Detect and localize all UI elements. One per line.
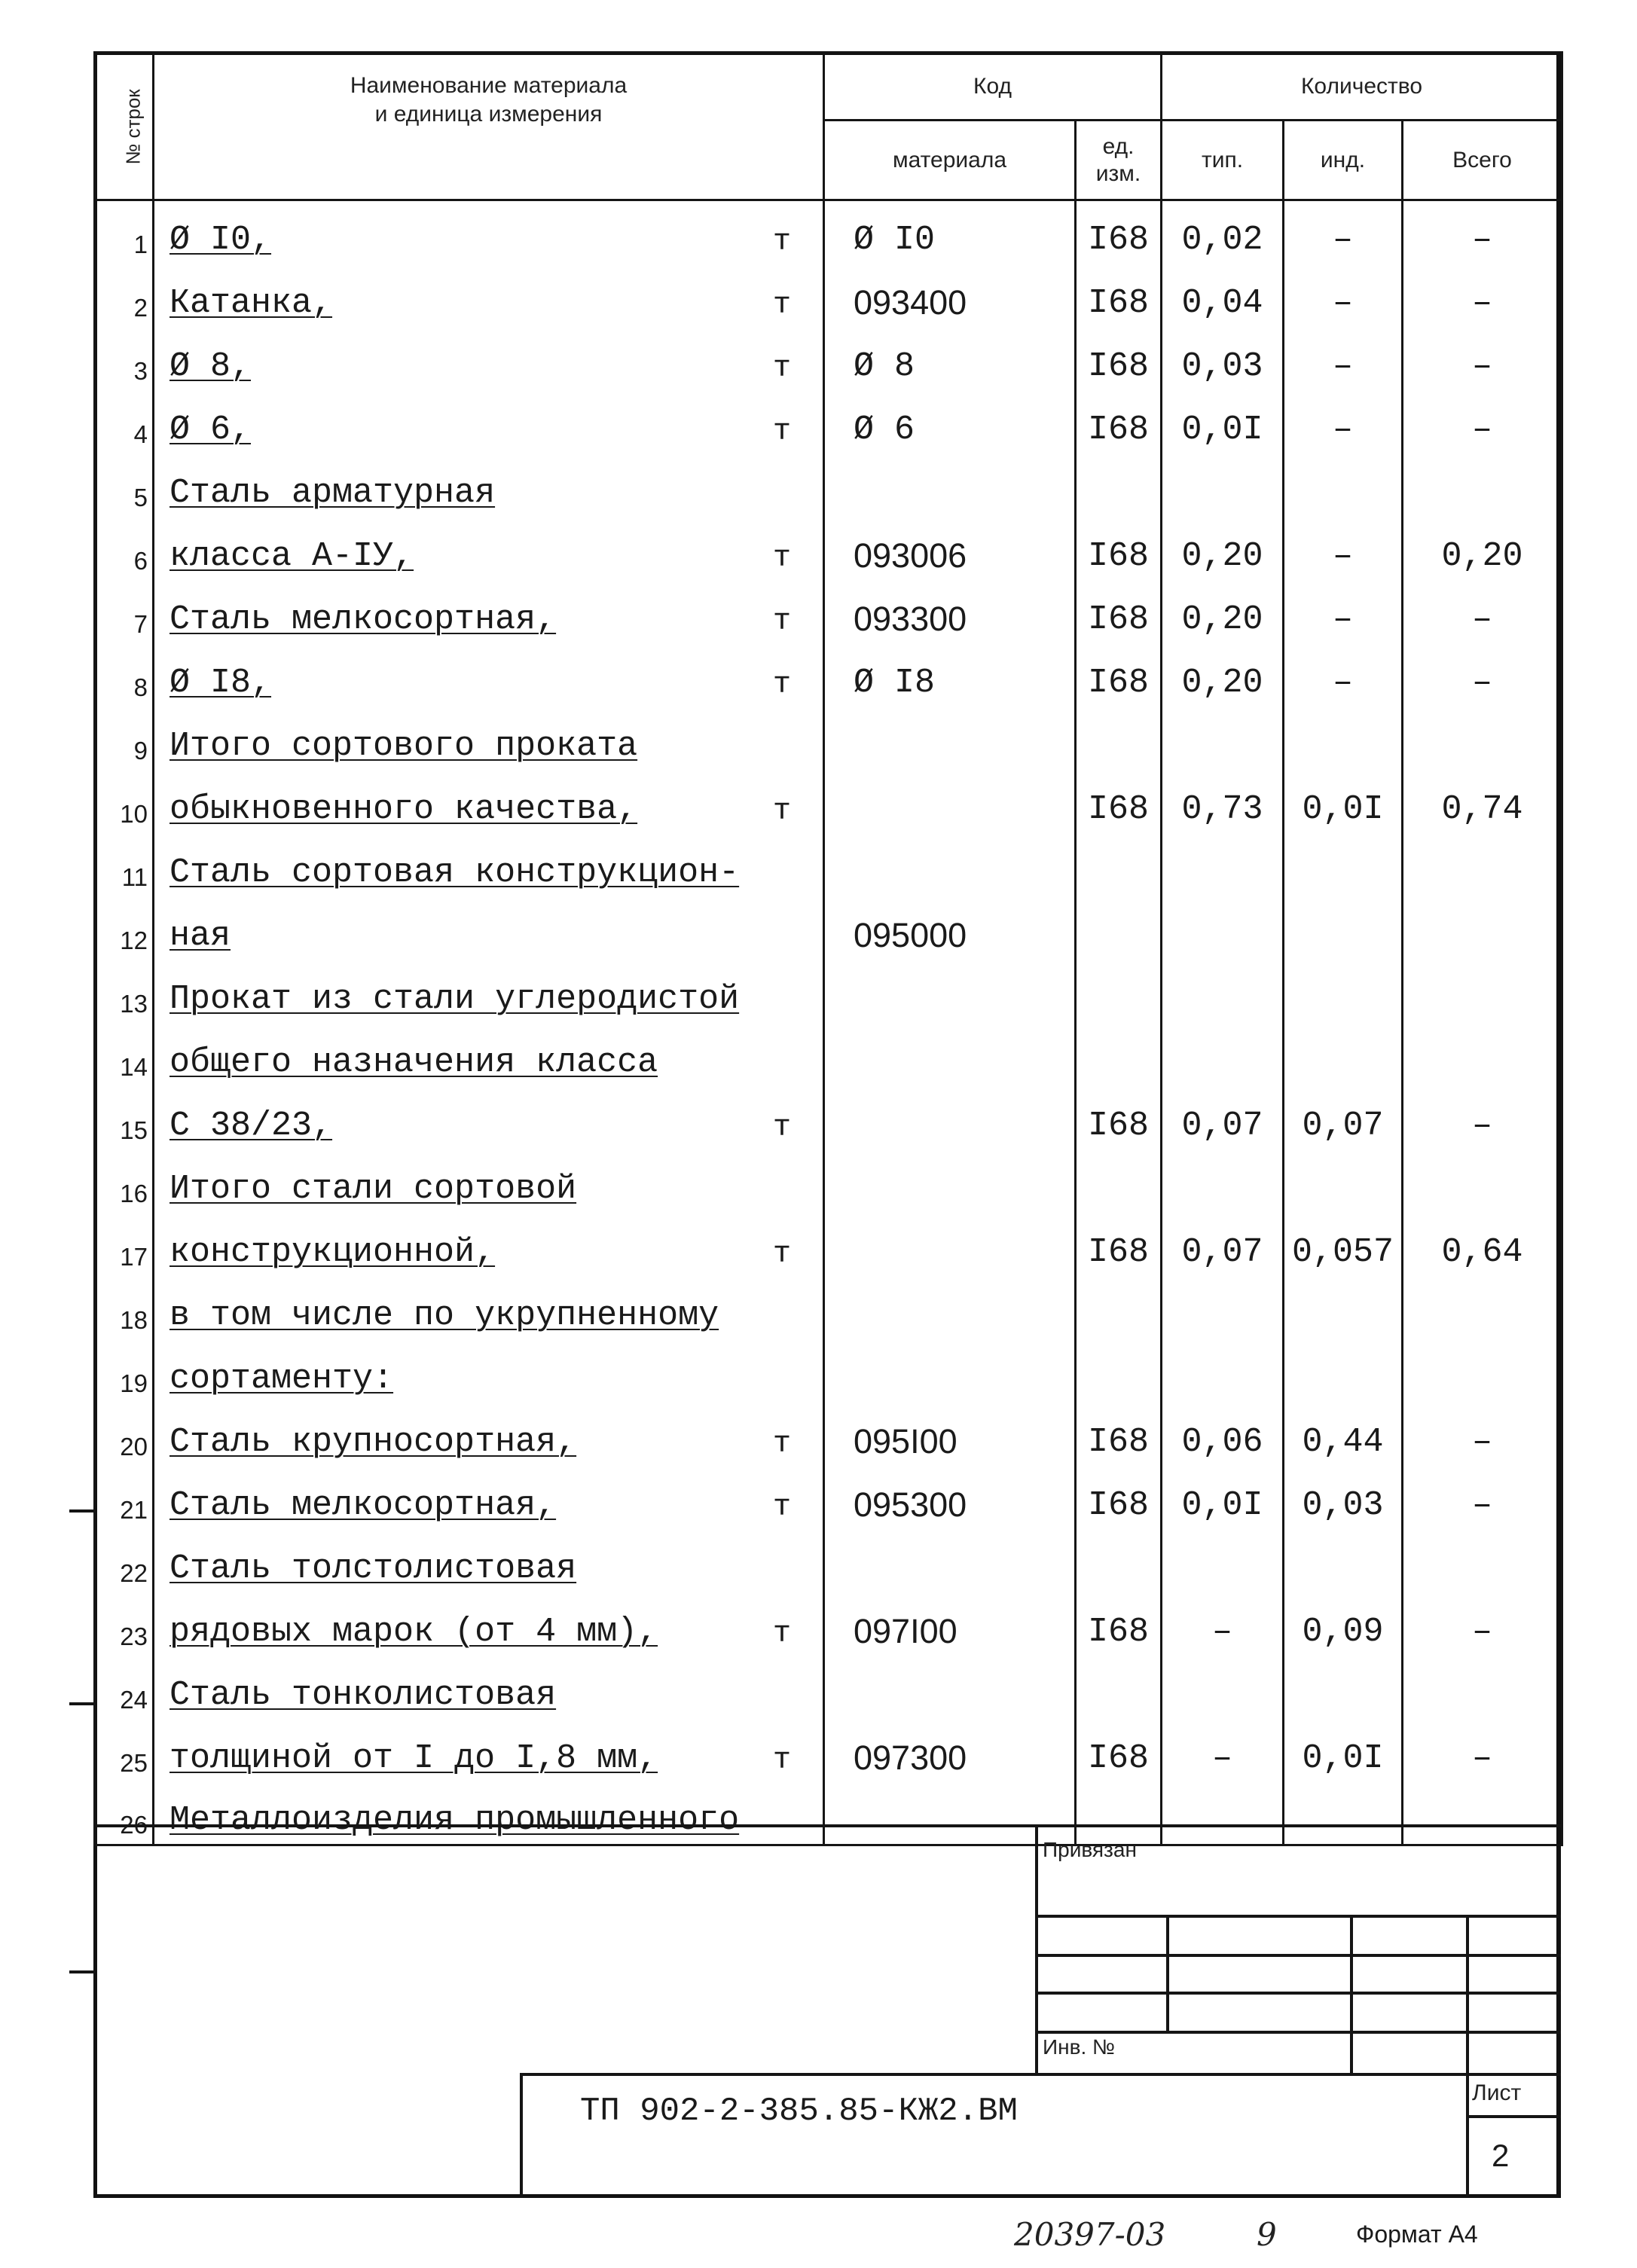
material-code: 093006	[824, 517, 1076, 580]
qty-total: –	[1403, 1086, 1562, 1149]
table-row	[95, 643, 1562, 707]
row-number: 18	[95, 1276, 154, 1339]
table-row	[95, 580, 1562, 643]
material-code	[824, 960, 1076, 1023]
title-grid-line-2	[1035, 1954, 1561, 1957]
qty-typ: 0,06	[1162, 1403, 1284, 1466]
table-row	[95, 833, 1562, 896]
qty-typ: 0,73	[1162, 770, 1284, 833]
table-row	[95, 1213, 1562, 1276]
qty-ind: 0,07	[1284, 1086, 1403, 1149]
material-name-cell	[154, 1149, 824, 1213]
material-name-cell	[154, 1656, 824, 1719]
unit-code	[1076, 1529, 1162, 1592]
qty-typ: 0,20	[1162, 517, 1284, 580]
unit-label: т	[772, 1490, 791, 1525]
qty-ind	[1284, 1339, 1403, 1403]
qty-total	[1403, 1339, 1562, 1403]
unit-code: I68	[1076, 264, 1162, 327]
unit-code: I68	[1076, 1086, 1162, 1149]
material-code	[824, 1023, 1076, 1086]
qty-ind: –	[1284, 390, 1403, 453]
material-code	[824, 1086, 1076, 1149]
material-code: Ø 8	[824, 327, 1076, 390]
qty-ind: 0,03	[1284, 1466, 1403, 1529]
material-name: толщиной от I до I,8 мм,	[170, 1738, 658, 1778]
table-row	[95, 453, 1562, 517]
unit-code	[1076, 833, 1162, 896]
qty-typ: 0,04	[1162, 264, 1284, 327]
material-name: ная	[170, 916, 231, 955]
material-name-header	[154, 53, 824, 200]
material-name: конструкционной,	[170, 1232, 496, 1271]
material-name-cell	[154, 770, 824, 833]
unit-code: I68	[1076, 200, 1162, 264]
material-name: общего назначения класса	[170, 1042, 658, 1082]
qty-total	[1403, 453, 1562, 517]
material-name-cell	[154, 1466, 824, 1529]
row-number: 16	[95, 1149, 154, 1213]
material-code	[824, 707, 1076, 770]
qty-ind: 0,44	[1284, 1403, 1403, 1466]
qty-total: –	[1403, 1466, 1562, 1529]
qty-typ: –	[1162, 1592, 1284, 1656]
material-name: Ø I0,	[170, 220, 272, 259]
inventory-number-label: Инв. №	[1043, 2035, 1116, 2059]
unit-label: т	[772, 1743, 791, 1778]
qty-total: –	[1403, 580, 1562, 643]
unit-code	[1076, 707, 1162, 770]
qty-ind	[1284, 1782, 1403, 1845]
title-block-divider	[1035, 1824, 1038, 2073]
material-code: Ø I8	[824, 643, 1076, 707]
material-name-cell	[154, 453, 824, 517]
qty-typ	[1162, 707, 1284, 770]
table-row	[95, 896, 1562, 960]
unit-code: I68	[1076, 327, 1162, 390]
material-name-cell	[154, 390, 824, 453]
material-code	[824, 1529, 1076, 1592]
qty-typ	[1162, 1782, 1284, 1845]
qty-total	[1403, 833, 1562, 896]
unit-label: т	[772, 1110, 791, 1145]
material-code	[824, 770, 1076, 833]
qty-total	[1403, 1276, 1562, 1339]
unit-code: I68	[1076, 1466, 1162, 1529]
row-number: 4	[95, 390, 154, 453]
table-row	[95, 200, 1562, 264]
qty-ind: 0,0I	[1284, 1719, 1403, 1782]
page-number: 9	[1257, 2216, 1277, 2253]
material-name-cell	[154, 896, 824, 960]
document-code: ТП 902-2-385.85-КЖ2.ВМ	[580, 2092, 1018, 2130]
unit-code	[1076, 960, 1162, 1023]
material-code: 093300	[824, 580, 1076, 643]
qty-total: –	[1403, 1403, 1562, 1466]
qty-typ	[1162, 1149, 1284, 1213]
qty-ind: –	[1284, 200, 1403, 264]
table-row	[95, 264, 1562, 327]
material-name: Сталь сортовая конструкцион-	[170, 853, 740, 892]
unit-label: т	[772, 288, 791, 322]
material-code	[824, 1339, 1076, 1403]
qty-total	[1403, 1782, 1562, 1845]
qty-ind	[1284, 833, 1403, 896]
qty-total: 0,20	[1403, 517, 1562, 580]
code-unit-header-line2: изм.	[1095, 160, 1141, 186]
material-name: Ø I8,	[170, 663, 272, 702]
qty-typ	[1162, 896, 1284, 960]
table-row	[95, 960, 1562, 1023]
material-name: обыкновенного качества,	[170, 789, 638, 829]
row-number: 11	[95, 833, 154, 896]
material-name: Сталь мелкосортная,	[170, 600, 557, 639]
stamp-top-line	[520, 2073, 1561, 2076]
table-header	[95, 53, 1562, 200]
unit-code	[1076, 896, 1162, 960]
material-name: Сталь тонколистовая	[170, 1675, 557, 1714]
material-name: С 38/23,	[170, 1106, 333, 1145]
qty-typ	[1162, 1276, 1284, 1339]
material-code: 095I00	[824, 1403, 1076, 1466]
row-number: 25	[95, 1719, 154, 1782]
material-code: 097I00	[824, 1592, 1076, 1656]
table-row	[95, 770, 1562, 833]
material-name-header-line2: и единица измерения	[374, 102, 603, 127]
qty-typ	[1162, 1656, 1284, 1719]
material-name: в том числе по укрупненному	[170, 1296, 719, 1335]
table-row	[95, 1529, 1562, 1592]
material-name-cell	[154, 200, 824, 264]
qty-total: –	[1403, 1719, 1562, 1782]
title-grid-line-3	[1035, 1992, 1561, 1995]
qty-ind: 0,0I	[1284, 770, 1403, 833]
material-code: 095000	[824, 896, 1076, 960]
table-row	[95, 1719, 1562, 1782]
qty-typ	[1162, 1529, 1284, 1592]
row-number: 2	[95, 264, 154, 327]
unit-label: т	[772, 1616, 791, 1651]
table-row	[95, 707, 1562, 770]
code-unit-header-line1: ед.	[1102, 133, 1135, 159]
material-code: Ø I0	[824, 200, 1076, 264]
qty-total	[1403, 1149, 1562, 1213]
material-name: Сталь крупносортная,	[170, 1422, 577, 1461]
material-name-cell	[154, 327, 824, 390]
table-row	[95, 327, 1562, 390]
qty-total	[1403, 960, 1562, 1023]
unit-label: т	[772, 224, 791, 259]
material-name-cell	[154, 1086, 824, 1149]
material-name: Ø 6,	[170, 410, 252, 449]
sheet-label: Лист	[1472, 2080, 1522, 2105]
material-name: Катанка,	[170, 283, 333, 322]
material-name: Итого стали сортовой	[170, 1169, 577, 1208]
unit-code: I68	[1076, 517, 1162, 580]
attached-label: Привязан	[1043, 1838, 1137, 1861]
material-code: Ø 6	[824, 390, 1076, 453]
unit-label: т	[772, 1427, 791, 1461]
material-name-cell	[154, 1403, 824, 1466]
qty-total: –	[1403, 327, 1562, 390]
qty-ind	[1284, 1276, 1403, 1339]
material-code	[824, 453, 1076, 517]
quantity-group-header: Количество	[1162, 53, 1562, 121]
material-code: 097300	[824, 1719, 1076, 1782]
table-row	[95, 1276, 1562, 1339]
material-code: 093400	[824, 264, 1076, 327]
title-grid-col-3	[1466, 1915, 1469, 2196]
qty-ind: 0,057	[1284, 1213, 1403, 1276]
material-name-cell	[154, 1339, 824, 1403]
row-number: 12	[95, 896, 154, 960]
unit-code	[1076, 1149, 1162, 1213]
material-name-cell	[154, 1592, 824, 1656]
material-code: 095300	[824, 1466, 1076, 1529]
qty-total	[1403, 1023, 1562, 1086]
qty-total	[1403, 896, 1562, 960]
row-number: 22	[95, 1529, 154, 1592]
material-name: Сталь мелкосортная,	[170, 1485, 557, 1525]
qty-typ	[1162, 833, 1284, 896]
paper-format: Формат А4	[1356, 2221, 1478, 2248]
archive-number: 20397-03	[1014, 2216, 1166, 2253]
material-name: Прокат из стали углеродистой	[170, 979, 740, 1018]
margin-tick	[69, 1970, 95, 1973]
row-number: 13	[95, 960, 154, 1023]
table-row	[95, 1403, 1562, 1466]
table-row	[95, 1339, 1562, 1403]
unit-code	[1076, 453, 1162, 517]
row-number: 24	[95, 1656, 154, 1719]
qty-typ: 0,03	[1162, 327, 1284, 390]
qty-typ: 0,07	[1162, 1213, 1284, 1276]
unit-label: т	[772, 794, 791, 829]
qty-total	[1403, 1656, 1562, 1719]
materials-table	[93, 51, 1563, 1846]
row-number: 3	[95, 327, 154, 390]
row-number: 1	[95, 200, 154, 264]
qty-total: –	[1403, 264, 1562, 327]
unit-code	[1076, 1782, 1162, 1845]
qty-total: 0,74	[1403, 770, 1562, 833]
material-name-header-line1: Наименование материала	[350, 73, 628, 98]
table-body	[95, 200, 1562, 1845]
row-number: 10	[95, 770, 154, 833]
qty-ind: –	[1284, 580, 1403, 643]
qty-ind	[1284, 960, 1403, 1023]
qty-ind	[1284, 1656, 1403, 1719]
qty-total: –	[1403, 643, 1562, 707]
row-number: 7	[95, 580, 154, 643]
table-row	[95, 1086, 1562, 1149]
qty-ind: –	[1284, 517, 1403, 580]
qty-typ	[1162, 960, 1284, 1023]
title-block-top-line	[93, 1824, 1561, 1827]
table-row	[95, 1466, 1562, 1529]
qty-typ: 0,0I	[1162, 390, 1284, 453]
code-unit-header	[1076, 121, 1162, 200]
unit-code: I68	[1076, 770, 1162, 833]
unit-label: т	[772, 351, 791, 386]
margin-tick	[69, 1702, 95, 1705]
material-name-cell	[154, 1276, 824, 1339]
row-number: 15	[95, 1086, 154, 1149]
qty-typ: 0,07	[1162, 1086, 1284, 1149]
unit-label: т	[772, 667, 791, 702]
material-name-cell	[154, 517, 824, 580]
row-number: 23	[95, 1592, 154, 1656]
material-code	[824, 1656, 1076, 1719]
row-number: 26	[95, 1782, 154, 1845]
stamp-left-line	[520, 2073, 523, 2198]
title-grid-line-4	[1035, 2031, 1561, 2034]
material-name: Сталь толстолистовая	[170, 1549, 577, 1588]
qty-ind: 0,09	[1284, 1592, 1403, 1656]
material-name: Металлоизделия промышленного	[170, 1801, 740, 1839]
code-group-header: Код	[824, 53, 1162, 121]
material-name-cell	[154, 264, 824, 327]
qty-typ	[1162, 453, 1284, 517]
unit-label: т	[772, 414, 791, 449]
material-code	[824, 1213, 1076, 1276]
qty-ind	[1284, 1023, 1403, 1086]
qty-typ: 0,02	[1162, 200, 1284, 264]
qty-ind	[1284, 1529, 1403, 1592]
qty-typ	[1162, 1023, 1284, 1086]
unit-code	[1076, 1339, 1162, 1403]
unit-code	[1076, 1656, 1162, 1719]
material-name: класса А-IУ,	[170, 536, 414, 575]
title-grid-col-2	[1350, 1915, 1353, 2073]
sheet-number: 2	[1492, 2138, 1510, 2173]
title-grid-line-1	[1035, 1915, 1561, 1918]
row-number: 19	[95, 1339, 154, 1403]
unit-code: I68	[1076, 1403, 1162, 1466]
material-code	[824, 1276, 1076, 1339]
qty-typ: 0,20	[1162, 580, 1284, 643]
material-name-cell	[154, 580, 824, 643]
unit-code: I68	[1076, 643, 1162, 707]
qty-ind	[1284, 707, 1403, 770]
qty-ind	[1284, 453, 1403, 517]
table-row	[95, 517, 1562, 580]
row-number: 5	[95, 453, 154, 517]
material-name-cell	[154, 1719, 824, 1782]
material-name-cell	[154, 1023, 824, 1086]
material-name-cell	[154, 1213, 824, 1276]
unit-code: I68	[1076, 1213, 1162, 1276]
unit-label: т	[772, 541, 791, 575]
row-number: 17	[95, 1213, 154, 1276]
qty-typ	[1162, 1339, 1284, 1403]
table-row	[95, 1656, 1562, 1719]
row-number: 20	[95, 1403, 154, 1466]
row-number-header: № строк	[95, 53, 154, 200]
unit-code: I68	[1076, 1719, 1162, 1782]
table-row	[95, 390, 1562, 453]
table-row	[95, 1782, 1562, 1845]
material-code	[824, 1149, 1076, 1213]
material-name-cell	[154, 960, 824, 1023]
qty-total: –	[1403, 200, 1562, 264]
qty-total: –	[1403, 1592, 1562, 1656]
qty-typ: 0,20	[1162, 643, 1284, 707]
unit-code: I68	[1076, 580, 1162, 643]
qty-total: –	[1403, 390, 1562, 453]
qty-ind	[1284, 896, 1403, 960]
row-number: 14	[95, 1023, 154, 1086]
row-number: 6	[95, 517, 154, 580]
material-name: Итого сортового проката	[170, 726, 638, 765]
qty-total	[1403, 707, 1562, 770]
qty-ind: –	[1284, 643, 1403, 707]
qty-ind	[1284, 1149, 1403, 1213]
unit-code: I68	[1076, 390, 1162, 453]
code-material-header: материала	[824, 121, 1076, 200]
material-name: сортаменту:	[170, 1359, 394, 1398]
qty-ind: –	[1284, 327, 1403, 390]
material-name: Сталь арматурная	[170, 473, 496, 512]
qty-typ-header: тип.	[1162, 121, 1284, 200]
title-grid-col-1	[1166, 1915, 1169, 2031]
row-number: 8	[95, 643, 154, 707]
unit-label: т	[772, 604, 791, 639]
margin-tick	[69, 1509, 95, 1513]
sheet-label-line	[1466, 2115, 1561, 2118]
unit-code	[1076, 1276, 1162, 1339]
qty-total: 0,64	[1403, 1213, 1562, 1276]
material-name-cell	[154, 1782, 824, 1845]
table-row	[95, 1149, 1562, 1213]
qty-ind-header: инд.	[1284, 121, 1403, 200]
table-row	[95, 1023, 1562, 1086]
qty-typ: 0,0I	[1162, 1466, 1284, 1529]
table-row	[95, 1592, 1562, 1656]
material-name: Ø 8,	[170, 346, 252, 386]
material-code	[824, 833, 1076, 896]
qty-ind: –	[1284, 264, 1403, 327]
unit-code	[1076, 1023, 1162, 1086]
material-name: рядовых марок (от 4 мм),	[170, 1612, 658, 1651]
row-number: 21	[95, 1466, 154, 1529]
material-name-cell	[154, 643, 824, 707]
qty-total-header: Всего	[1403, 121, 1562, 200]
material-name-cell	[154, 707, 824, 770]
qty-typ: –	[1162, 1719, 1284, 1782]
row-number: 9	[95, 707, 154, 770]
unit-code: I68	[1076, 1592, 1162, 1656]
qty-total	[1403, 1529, 1562, 1592]
material-name-cell	[154, 833, 824, 896]
material-name-cell	[154, 1529, 824, 1592]
unit-label: т	[772, 1237, 791, 1271]
